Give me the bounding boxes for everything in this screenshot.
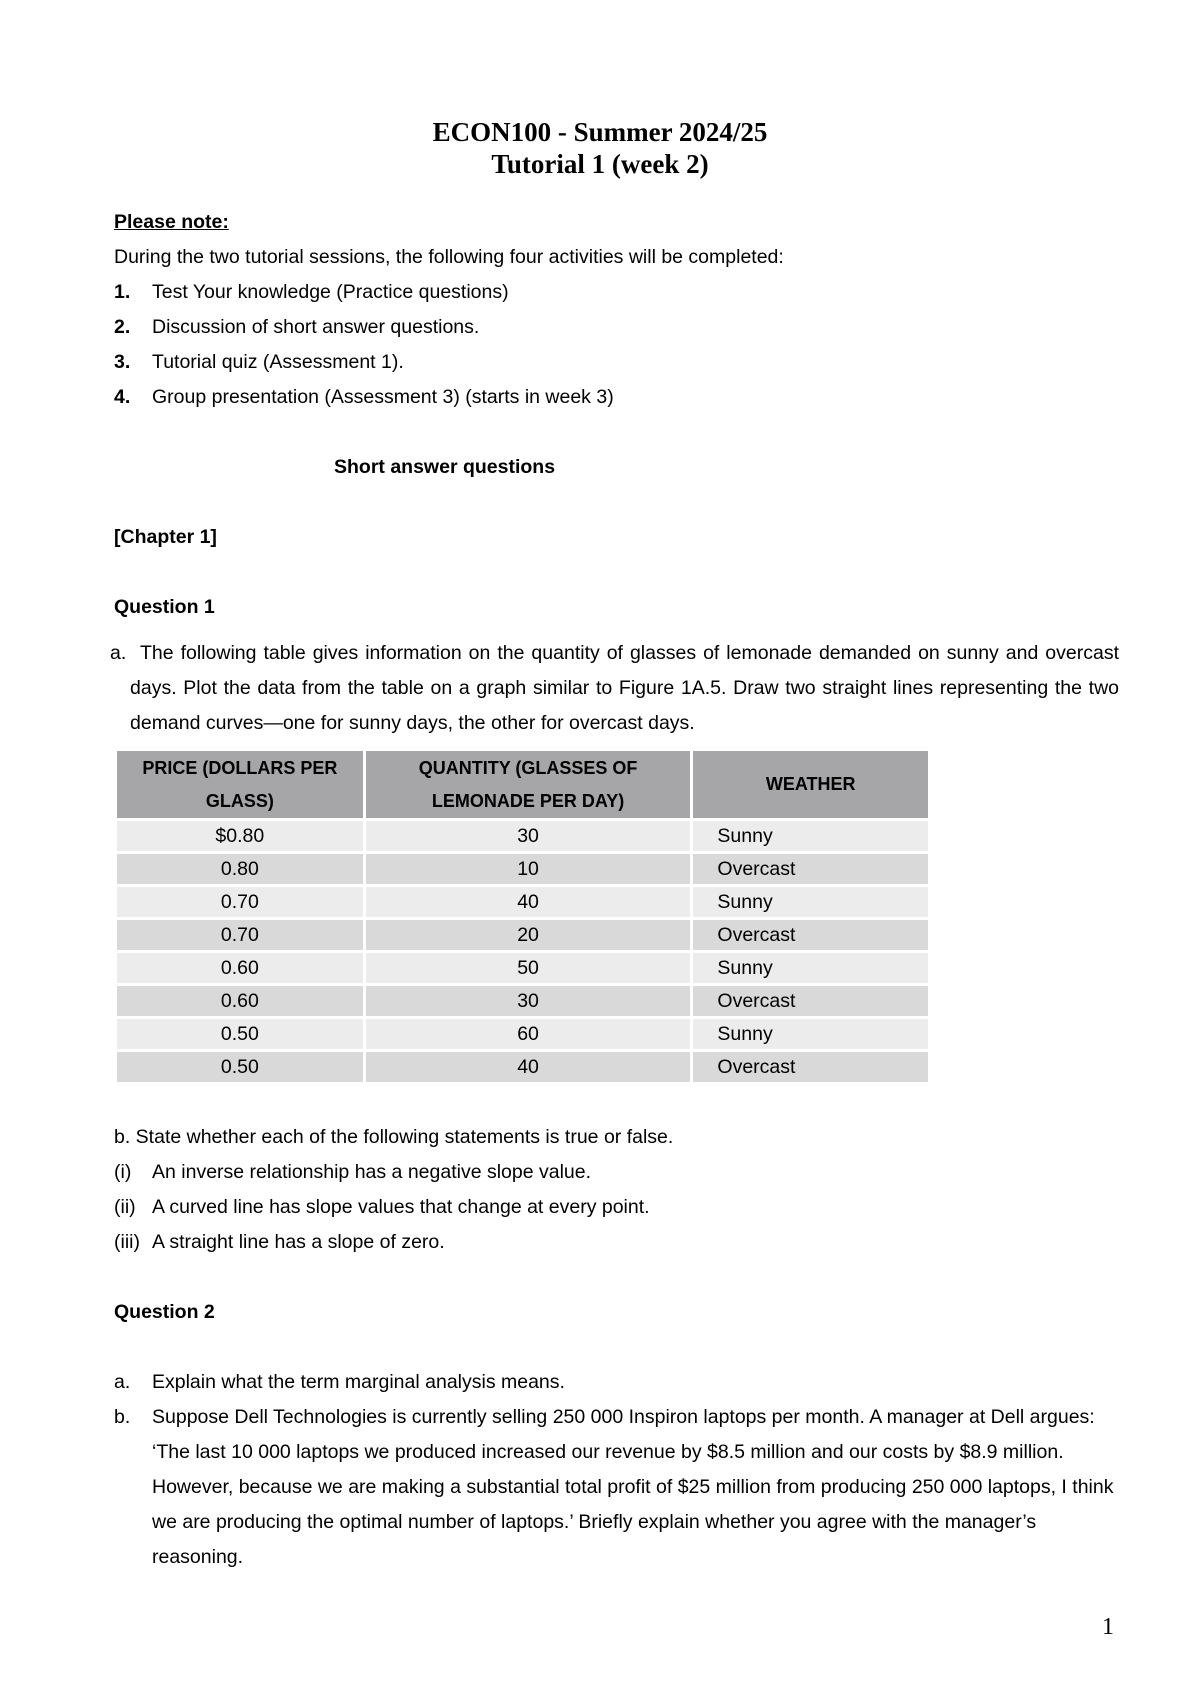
- weather-cell: Sunny: [693, 1019, 928, 1049]
- note-intro: During the two tutorial sessions, the following four activities will be completed:: [114, 246, 784, 268]
- q1-a-label: a.: [110, 642, 127, 664]
- note-item-number: 2.: [114, 316, 131, 338]
- note-item-text: Group presentation (Assessment 3) (starts in week 3): [152, 386, 614, 408]
- table-row: [117, 821, 928, 851]
- weather-cell: Overcast: [693, 854, 928, 884]
- price-cell: $0.80: [117, 821, 363, 851]
- q1-b-item-text: An inverse relationship has a negative slope value.: [152, 1161, 592, 1183]
- table-row: [117, 953, 928, 983]
- q2-a-label: a.: [114, 1371, 131, 1393]
- price-cell: 0.60: [117, 953, 363, 983]
- question-2-heading: Question 2: [114, 1301, 215, 1323]
- chapter-label: [Chapter 1]: [114, 526, 217, 548]
- q1-b-intro: b. State whether each of the following statements is true or false.: [114, 1126, 674, 1148]
- quantity-cell: 40: [366, 887, 691, 917]
- q2-b-label: b.: [114, 1406, 131, 1428]
- table-row: [117, 1019, 928, 1049]
- table-row: [117, 854, 928, 884]
- lemonade-demand-table: [114, 748, 931, 1085]
- quantity-cell: 30: [366, 821, 691, 851]
- table-row: [117, 986, 928, 1016]
- price-cell: 0.50: [117, 1052, 363, 1082]
- table-row: [117, 887, 928, 917]
- weather-cell: Sunny: [693, 887, 928, 917]
- page-number: 1: [1102, 1614, 1114, 1640]
- q1-b-item-text: A curved line has slope values that change at every point.: [152, 1196, 650, 1218]
- price-cell: 0.70: [117, 887, 363, 917]
- q1-b-item-number: (iii): [114, 1231, 140, 1253]
- q2-b-text: Suppose Dell Technologies is currently selling 250 000 Inspiron laptops per month. A manager at Dell argues: ‘The last 10 000 laptops we produced increased our revenue by $8.5 million and our costs by $8.9 million. However, because we are making a substantial total profit of $25 million from producing 250 000 laptops, I think we are producing the optimal number of laptops.’ Briefly explain whether you agree with the manager’s reasoning.: [152, 1406, 1114, 1568]
- price-cell: 0.80: [117, 854, 363, 884]
- quantity-cell: 10: [366, 854, 691, 884]
- q1-a-text: The following table gives information on the quantity of glasses of lemonade demanded on sunny and overcast days. Plot the data from the table on a graph similar to Figure 1A.5. Draw two straight lines representing the two demand curves—one for sunny days, the other for overcast days.: [130, 642, 1119, 734]
- table-header-quantity: QUANTITY (GLASSES OF LEMONADE PER DAY): [366, 751, 691, 818]
- q1-b-item-text: A straight line has a slope of zero.: [152, 1231, 445, 1253]
- weather-cell: Overcast: [693, 920, 928, 950]
- document-title: ECON100 - Summer 2024/25: [432, 117, 768, 147]
- weather-cell: Overcast: [693, 1052, 928, 1082]
- quantity-cell: 60: [366, 1019, 691, 1049]
- q1-b-item-number: (ii): [114, 1196, 136, 1218]
- note-item-text: Test Your knowledge (Practice questions): [152, 281, 509, 303]
- note-heading: Please note:: [114, 211, 229, 233]
- quantity-cell: 20: [366, 920, 691, 950]
- table-header-weather: WEATHER: [693, 751, 928, 818]
- weather-cell: Sunny: [693, 953, 928, 983]
- note-item-number: 3.: [114, 351, 131, 373]
- table-row: [117, 920, 928, 950]
- table-header-price: PRICE (DOLLARS PER GLASS): [117, 751, 363, 818]
- note-item-number: 1.: [114, 281, 131, 303]
- section-heading: Short answer questions: [334, 456, 556, 478]
- q2-a-text: Explain what the term marginal analysis means.: [152, 1371, 565, 1393]
- q1-b-item-number: (i): [114, 1161, 132, 1183]
- price-cell: 0.60: [117, 986, 363, 1016]
- quantity-cell: 40: [366, 1052, 691, 1082]
- weather-cell: Sunny: [693, 821, 928, 851]
- quantity-cell: 30: [366, 986, 691, 1016]
- price-cell: 0.70: [117, 920, 363, 950]
- weather-cell: Overcast: [693, 986, 928, 1016]
- question-1-heading: Question 1: [114, 596, 215, 618]
- note-item-number: 4.: [114, 386, 131, 408]
- table-row: [117, 1052, 928, 1082]
- quantity-cell: 50: [366, 953, 691, 983]
- document-subtitle: Tutorial 1 (week 2): [491, 149, 709, 179]
- price-cell: 0.50: [117, 1019, 363, 1049]
- note-item-text: Tutorial quiz (Assessment 1).: [152, 351, 404, 373]
- note-item-text: Discussion of short answer questions.: [152, 316, 480, 338]
